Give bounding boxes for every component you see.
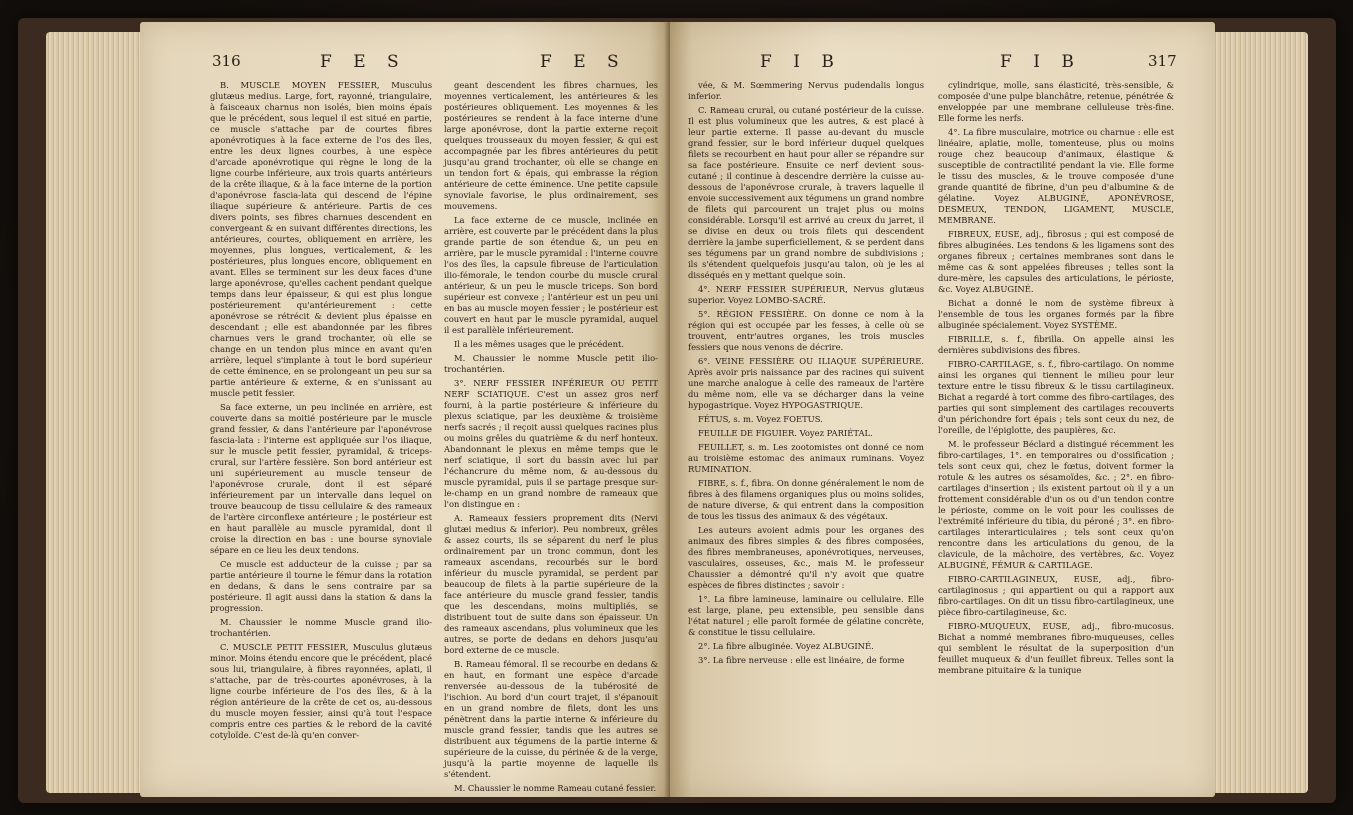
paragraph: geant descendent les fibres charnues, les moyennes verticalement, les antérieures & les postérieures obliquement. Les moyennes & les postérieures se rendent à la face interne d'une large aponévrose, dont la partie externe reçoit quelques trousseaux du moyen fessier, & qui est accompagnée par les fibres antérieures du petit jusqu'au grand trochanter, où elle se change en un tendon fort & épais, qui embrasse la région antérieure de cette éminence. Une petite capsule synoviale favorise, le plus ordinairement, ses mouvemens. bbox=[444, 80, 658, 211]
paragraph: 4°. NERF FESSIER SUPÉRIEUR, Nervus glutæus superior. Voyez LOMBO-SACRÉ. bbox=[688, 284, 924, 305]
paragraph: FIBRO-MUQUEUX, EUSE, adj., fibro-mucosus. Bichat a nommé membranes fibro-muqueuses, celles qui semblent le résultat de la superposition d'un feuillet muqueux & d'un feuillet fibreux. Telles sont la membrane pituitaire & la tunique bbox=[938, 621, 1174, 675]
paragraph: M. Chaussier le nomme Muscle grand ilio-trochantérien. bbox=[210, 617, 432, 638]
paragraph: FIBREUX, EUSE, adj., fibrosus ; qui est composé de fibres albuginées. Les tendons & les ligamens sont des organes fibreux ; certaines membranes sont dans le même cas & sont appelées fibreuses ; telles sont la dure-mère, les capsules des articulations, le périoste, &c. Voyez ALBUGINÉ. bbox=[938, 229, 1174, 294]
paragraph: 4°. La fibre musculaire, motrice ou charnue : elle est linéaire, aplatie, molle, tomenteuse, plus ou moins rouge chez beaucoup d'animaux, élastique & susceptible de contractilité pendant la vie. Elle forme le tissu des muscles, & le trouve composée d'une grande quantité de fibrine, d'un peu d'albumine & de gélatine. Voyez ALBUGINÉ, APONÉVROSE, DESMEUX, TENDON, LIGAMENT, MUSCLE, MEMBRANE. bbox=[938, 127, 1174, 225]
paragraph: vée, & M. Sœmmering Nervus pudendalis longus inferior. bbox=[688, 80, 924, 101]
paragraph: FIBRILLE, s. f., fibrilla. On appelle ainsi les dernières subdivisions des fibres. bbox=[938, 334, 1174, 355]
paragraph: FEUILLET, s. m. Les zootomistes ont donné ce nom au troisième estomac des animaux ruminans. Voyez RUMINATION. bbox=[688, 442, 924, 474]
running-title: F I B bbox=[760, 52, 842, 72]
paragraph: FIBRO-CARTILAGE, s. f., fibro-cartilago. On nomme ainsi les organes qui tiennent le milieu pour leur texture entre le tissu fibreux & le tissu cartilagineux. Bichat a regardé à tort comme des fibro-cartilages, des parties qui sont simplement des cartilages recouverts d'un périchondre fort épais ; tels sont ceux du nez, de l'oreille, de l'épiglotte, des paupières, &c. bbox=[938, 359, 1174, 435]
right-page bbox=[670, 22, 1215, 797]
paragraph: La face externe de ce muscle, inclinée en arrière, est couverte par le précédent dans la plus grande partie de son étendue &, un peu en arrière, par le muscle pyramidal : l'interne couvre l'os des îles, la capsule fibreuse de l'articulation ilio-fémorale, le tendon courbe du muscle crural antérieur, & un peu le muscle triceps. Son bord supérieur est convexe ; l'antérieur est un peu uni en bas au muscle moyen fessier ; le postérieur est couvert en haut par le muscle pyramidal, auquel il est parallèle inférieurement. bbox=[444, 215, 658, 335]
paragraph: FÉTUS, s. m. Voyez FOETUS. bbox=[698, 414, 823, 424]
left-running-head bbox=[140, 52, 670, 76]
paragraph: 3°. La fibre nerveuse : elle est linéaire, de forme bbox=[698, 655, 905, 665]
running-title: F I B bbox=[1000, 52, 1082, 72]
paragraph: 1°. La fibre lamineuse, laminaire ou cellulaire. Elle est large, plane, peu extensible, peu sensible dans l'état naturel ; elle paroît formée de gélatine concrète, & constitue le tissu cellulaire. bbox=[688, 594, 924, 637]
paragraph: Ce muscle est adducteur de la cuisse ; par sa partie antérieure il tourne le fémur dans la rotation en dedans, & dans le sens contraire par sa postérieure. Il agit aussi dans la station & dans la progression. bbox=[210, 559, 432, 613]
paragraph: FEUILLE DE FIGUIER. Voyez PARIÉTAL. bbox=[698, 428, 873, 438]
paragraph: M. Chaussier le nomme Muscle petit ilio-trochantérien. bbox=[444, 353, 658, 374]
left-page bbox=[140, 22, 670, 797]
running-title: F E S bbox=[540, 52, 627, 72]
paragraph: Il a les mêmes usages que le précédent. bbox=[454, 339, 624, 349]
paragraph: Les auteurs avoient admis pour les organes des animaux des fibres simples & des fibres composées, des fibres membraneuses, aponévrotiques, nerveuses, vasculaires, osseuses, &c., mais M. le professeur Chaussier a démontré qu'il n'y avoit que quatre espèces de fibres distinctes ; savoir : bbox=[688, 525, 924, 590]
paragraph: Bichat a donné le nom de système fibreux à l'ensemble de tous les organes formés par la fibre albuginée spécialement. Voyez SYSTÈME. bbox=[938, 298, 1174, 330]
paragraph: C. Rameau crural, ou cutané postérieur de la cuisse. Il est plus volumineux que les autres, & est placé à leur partie externe. Il passe au-devant du muscle grand fessier, sur le bord inférieur duquel quelques filets se recourbent en haut pour aller se répandre sur sa face postérieure. Ensuite ce nerf devient sous-cutané ; il continue à descendre derrière la cuisse au-dessous de l'aponévrose crurale, à travers laquelle il envoie successivement aux tégumens un grand nombre de filets qui parcourent un trajet plus ou moins considérable. Lorsqu'il est arrivé au creux du jarret, il se divise en deux ou trois filets qui descendent derrière la jambe superficiellement, & se perdent dans ses tégumens par un grand nombre de subdivisions ; ils s'étendent quelquefois jusqu'au talon, où je les ai disséqués en y mettant quelque soin. bbox=[688, 105, 924, 280]
left-column-2 bbox=[444, 80, 658, 793]
running-title: F E S bbox=[320, 52, 407, 72]
paragraph: A. Rameaux fessiers proprement dits (Nervi glutæi medius & inferior). Peu nombreux, grêles & assez courts, ils se séparent du nerf le plus ordinairement par un tronc commun, dont les rameaux ascendans, recourbés sur le bord inférieur du muscle pyramidal, se perdent par beaucoup de filets à la partie supérieure de la face antérieure du muscle grand fessier, tandis que les descendans, moins multipliés, se distribuent tout de suite dans son épaisseur. Un des rameaux ascendans, plus volumineux que les autres, se porte de dedans en dehors jusqu'au bord externe de ce muscle. bbox=[444, 513, 658, 655]
paragraph: cylindrique, molle, sans élasticité, très-sensible, & composée d'une pulpe blanchâtre, retenue, pénétrée & enveloppée par une membrane celluleuse très-fine. Elle forme les nerfs. bbox=[938, 80, 1174, 123]
right-column-2 bbox=[938, 80, 1174, 770]
page-number: 317 bbox=[1148, 52, 1177, 70]
page-number: 316 bbox=[212, 52, 241, 70]
paragraph: C. MUSCLE PETIT FESSIER, Musculus glutæus minor. Moins étendu encore que le précédent, placé sous lui, triangulaire, à fibres rayonnées, aplati, il s'attache, par de très-courtes aponévroses, à la ligne courbe inférieure de l'os des îles, & à la région antérieure de la crête de cet os, au-dessous du muscle moyen fessier, ainsi qu'à tout l'espace compris entre ces parties & le rebord de la cavité cotyloïde. C'est de-là qu'en conver- bbox=[210, 642, 432, 740]
paragraph: Sa face externe, un peu inclinée en arrière, est couverte dans sa moitié postérieure par le muscle grand fessier, & dans l'antérieure par l'aponévrose fascia-lata : l'interne est appliquée sur l'os iliaque, sur le muscle petit fessier, pyramidal, & triceps-crural, sur l'artère fessière. Son bord antérieur est uni supérieurement au muscle tenseur de l'aponévrose crurale, dont il est séparé inférieurement par un intervalle dans lequel on trouve beaucoup de tissu cellulaire & des rameaux de l'artère circonflexe antérieure ; le postérieur est en haut parallèle au muscle pyramidal, dont il croise la direction en bas : une bourse synoviale sépare en ce lieu les deux tendons. bbox=[210, 402, 432, 555]
paragraph: B. Rameau fémoral. Il se recourbe en dedans & en haut, en formant une espèce d'arcade renversée au-dessous de la tubérosité de l'ischion. Au bord d'un court trajet, il s'épanouit en un grand nombre de filets, dont les uns pénètrent dans la partie interne & inférieure du muscle grand fessier, tandis que les autres se distribuent aux tégumens de la partie interne & supérieure de la cuisse, du périnée & de la verge, jusqu'à la partie moyenne de laquelle ils s'étendent. bbox=[444, 659, 658, 779]
right-column-1 bbox=[688, 80, 924, 770]
paragraph: FIBRE, s. f., fibra. On donne généralement le nom de fibres à des filamens organiques plus ou moins solides, de nature diverse, & qui entrent dans la composition de tous les tissus des animaux & des végétaux. bbox=[688, 478, 924, 521]
right-running-head bbox=[670, 52, 1215, 76]
paragraph: M. Chaussier le nomme Rameau cutané fessier. bbox=[454, 783, 657, 793]
paragraph: B. MUSCLE MOYEN FESSIER, Musculus glutæus medius. Large, fort, rayonné, triangulaire, à faisceaux charnus non isolés, bien moins épais que le précédent, sous lequel il est situé en partie, ce muscle s'attache par de courtes fibres aponévrotiques à la face externe de l'os des îles, entre les deux lignes courbes, à une espèce d'arcade aponévrotique qui règne le long de la ligne courbe inférieure, aux trois quarts antérieurs de la crête iliaque, & à la face interne de la portion d'aponévrose fascia-lata qui descend de l'épine iliaque supérieure & antérieure. Partis de ces divers points, ses fibres charnues descendent en convergeant & en suivant différentes directions, les antérieures, courtes, obliquement en arrière, les moyennes, plus longues, verticalement, & les postérieures, plus longues encore, obliquement en avant. Elles se terminent sur les deux faces d'une large aponévrose, qu'elles cachent pendant quelque temps dans leur épaisseur, & qui est plus longue postérieurement qu'antérieurement : cette aponévrose se rétrécit & devient plus épaisse en descendant ; elle est abandonnée par les fibres charnues vers le grand trochanter, où elle se change en un tendon plus mince en avant qu'en arrière, lequel s'implante à tout le bord supérieur de cette éminence, en se prolongeant un peu sur sa partie antérieure & externe, & en s'unissant au muscle petit fessier. bbox=[210, 80, 432, 398]
paragraph: 2°. La fibre albuginée. Voyez ALBUGINÉ. bbox=[698, 641, 874, 651]
paragraph: 5°. RÉGION FESSIÈRE. On donne ce nom à la région qui est occupée par les fesses, à celle où se trouvent, entr'autres organes, les trois muscles fessiers que nous venons de décrire. bbox=[688, 309, 924, 352]
left-column-1 bbox=[210, 80, 432, 770]
paragraph: M. le professeur Béclard a distingué récemment les fibro-cartilages, 1°. en temporaires ou d'ossification ; tels sont ceux qui, chez le fœtus, doivent former la rotule & les autres os sésamoïdes, &c. ; 2°. en fibro-cartilages d'insertion ; ils existent partout où il y a un frottement considérable d'un os ou d'un tendon contre le périoste, comme on le voit pour les coulisses de l'extrémité inférieure du tibia, du péroné ; 3°. en fibro-cartilages interarticulaires ; tels sont ceux qu'on rencontre dans les articulations du genou, de la clavicule, de la mâchoire, des vertèbres, &c. Voyez ALBUGINÉ, FÉMUR & CARTILAGE. bbox=[938, 439, 1174, 570]
paragraph: 6°. VEINE FESSIÈRE OU ILIAQUE SUPÉRIEURE. Après avoir pris naissance par des racines qui suivent une marche analogue à celle des rameaux de l'artère du même nom, elle va se décharger dans la veine hypogastrique. Voyez HYPOGASTRIQUE. bbox=[688, 356, 924, 410]
paragraph: FIBRO-CARTILAGINEUX, EUSE, adj., fibro-cartilaginosus ; qui appartient ou qui a rapport aux fibro-cartilages. On dit un tissu fibro-cartilagineux, une pièce fibro-cartilagineuse, &c. bbox=[938, 574, 1174, 617]
paragraph: 3°. NERF FESSIER INFÉRIEUR OU PETIT NERF SCIATIQUE. C'est un assez gros nerf fourni, à la partie postérieure & inférieure du plexus sciatique, par les deuxième & troisième nerfs sacrés ; il reçoit aussi quelques racines plus ou moins grêles du quatrième & du nerf honteux. Abandonnant le plexus en même temps que le nerf sciatique, il sort du bassin avec lui par l'échancrure du même nom, & au-dessous du muscle pyramidal, puis il se partage presque sur-le-champ en un grand nombre de rameaux que l'on distingue en : bbox=[444, 378, 658, 509]
